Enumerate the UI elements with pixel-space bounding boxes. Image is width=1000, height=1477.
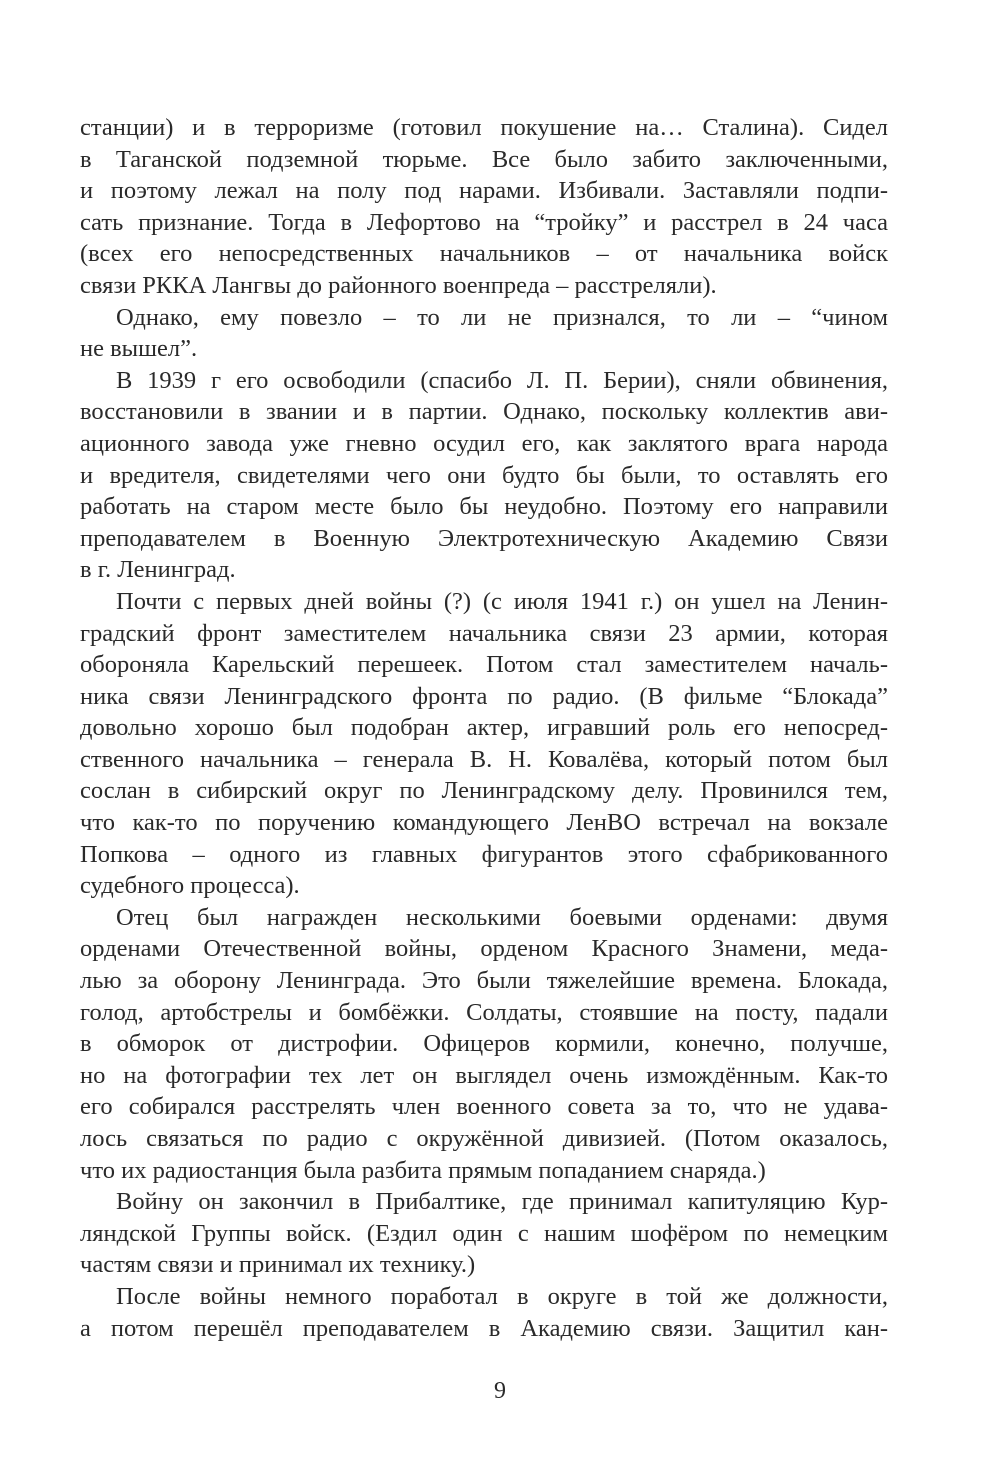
paragraph — [80, 302, 888, 365]
text-line: работать на старом месте было бы неудобно. Поэтому его направили — [80, 493, 888, 521]
text-line: В 1939 г его освободили (спасибо Л. П. Берии), сняли обвинения, — [116, 366, 888, 394]
text-line: сослан в сибирский округ по Ленинградскому делу. Провинился тем, — [80, 777, 888, 805]
text-line: в обморок от дистрофии. Офицеров кормили, конечно, получше, — [80, 1030, 888, 1058]
text-line: но на фотографии тех лет он выглядел очень измождённым. Как-то — [80, 1061, 888, 1089]
text-line: и поэтому лежал на полу под нарами. Избивали. Заставляли подпи- — [80, 177, 888, 205]
paragraph — [80, 1281, 888, 1344]
text-line: Попкова – одного из главных фигурантов этого сфабрикованного — [80, 840, 888, 868]
text-line: что их радиостанция была разбита прямым попаданием снаряда.) — [80, 1156, 766, 1184]
text-line: Отец был награжден несколькими боевыми орденами: двумя — [116, 903, 888, 931]
text-line: его собирался расстрелять член военного совета за то, что не удава- — [80, 1093, 888, 1121]
text-line: частям связи и принимал их технику.) — [80, 1251, 476, 1279]
page-number: 9 — [494, 1378, 506, 1404]
text-line: в Таганской подземной тюрьме. Все было забито заключенными, — [80, 145, 888, 173]
text-line: лью за оборону Ленинграда. Это были тяжелейшие времена. Блокада, — [80, 967, 888, 995]
text-line: не вышел”. — [80, 335, 198, 363]
text-line: довольно хорошо был подобран актер, игравший роль его непосред- — [80, 714, 888, 742]
text-line: ационного завода уже гневно осудил его, как заклятого врага народа — [80, 429, 888, 457]
text-line: После войны немного поработал в округе в той же должности, — [116, 1282, 888, 1310]
text-line: (всех его непосредственных начальников – от начальника войск — [80, 240, 888, 268]
text-line: Почти с первых дней войны (?) (с июля 1941 г.) он ушел на Ленин- — [116, 587, 888, 615]
text-line: голод, артобстрелы и бомбёжки. Солдаты, стоявшие на посту, падали — [80, 998, 888, 1026]
text-line: станции) и в терроризме (готовил покушение на… Сталина). Сидел — [80, 114, 888, 141]
text-line: градский фронт заместителем начальника связи 23 армии, которая — [80, 619, 888, 647]
text-line: преподавателем в Военную Электротехническую Академию Связи — [80, 524, 888, 552]
paragraph — [80, 1186, 888, 1281]
text-line: что как-то по поручению командующего ЛенВО встречал на вокзале — [80, 809, 888, 837]
text-line: ляндской Группы войск. (Ездил один с нашим шофёром по немецким — [80, 1219, 888, 1247]
text-line: обороняла Карельский перешеек. Потом стал заместителем началь- — [80, 651, 888, 679]
text-line: в г. Ленинград. — [80, 556, 236, 584]
paragraph — [80, 112, 888, 302]
text-line: а потом перешёл преподавателем в Академию связи. Защитил кан- — [80, 1314, 888, 1342]
body-text — [80, 112, 888, 1344]
text-line: ственного начальника – генерала В. Н. Ковалёва, который потом был — [80, 745, 888, 773]
paragraph — [80, 365, 888, 586]
text-line: ника связи Ленинградского фронта по радио. (В фильме “Блокада” — [80, 682, 888, 710]
text-line: связи РККА Лангвы до районного военпреда – расстреляли). — [80, 271, 717, 299]
text-line: сать признание. Тогда в Лефортово на “тройку” и расстрел в 24 часа — [80, 208, 888, 236]
text-line: Войну он закончил в Прибалтике, где принимал капитуляцию Кур- — [116, 1188, 888, 1216]
text-line: судебного процесса). — [80, 872, 300, 900]
text-line: и вредителя, свидетелями чего они будто бы были, то оставлять его — [80, 461, 888, 489]
text-line: лось связаться по радио с окружённой дивизией. (Потом оказалось, — [80, 1125, 888, 1152]
paragraph — [80, 902, 888, 1186]
text-line: Однако, ему повезло – то ли не признался, то ли – “чином — [116, 303, 888, 331]
text-line: орденами Отечественной войны, орденом Красного Знамени, меда- — [80, 935, 888, 963]
paragraph — [80, 586, 888, 902]
text-line: восстановили в звании и в партии. Однако, поскольку коллектив ави- — [80, 398, 888, 426]
